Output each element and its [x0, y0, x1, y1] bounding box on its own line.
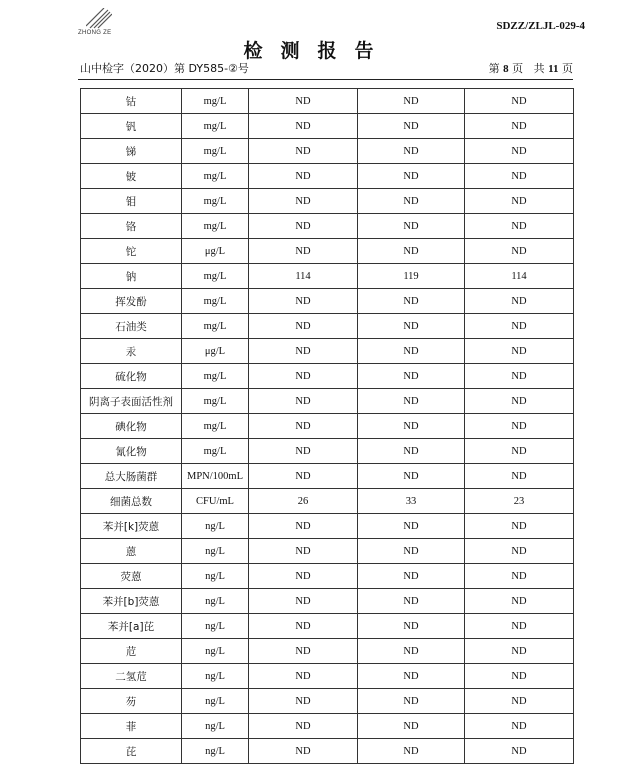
unit-cell: mg/L: [182, 389, 249, 414]
unit-cell: ng/L: [182, 739, 249, 764]
result-3: ND: [465, 639, 574, 664]
result-2: ND: [358, 314, 465, 339]
unit-cell: mg/L: [182, 89, 249, 114]
analyte-name: 苯并[b]荧蒽: [81, 589, 182, 614]
report-number: 山中检字（2020）第 DY585-②号: [80, 62, 249, 75]
result-1: ND: [249, 689, 358, 714]
analyte-name: 石油类: [81, 314, 182, 339]
result-1: ND: [249, 614, 358, 639]
page-word: 页: [512, 62, 524, 75]
result-2: ND: [358, 414, 465, 439]
results-table: [80, 88, 574, 764]
analyte-name: 菲: [81, 714, 182, 739]
table-row: [81, 414, 574, 439]
table-row: [81, 239, 574, 264]
unit-cell: μg/L: [182, 239, 249, 264]
result-1: ND: [249, 364, 358, 389]
table-row: [81, 439, 574, 464]
result-1: ND: [249, 189, 358, 214]
unit-cell: ng/L: [182, 539, 249, 564]
result-1: ND: [249, 339, 358, 364]
unit-cell: mg/L: [182, 139, 249, 164]
analyte-name: 钼: [81, 189, 182, 214]
result-1: 114: [249, 264, 358, 289]
result-3: ND: [465, 664, 574, 689]
analyte-name: 芘: [81, 739, 182, 764]
table-row: [81, 164, 574, 189]
result-3: ND: [465, 114, 574, 139]
result-2: ND: [358, 239, 465, 264]
page-total: 11: [548, 63, 559, 75]
result-3: ND: [465, 739, 574, 764]
result-2: ND: [358, 339, 465, 364]
page-current: 8: [503, 63, 509, 75]
analyte-name: 苯并[k]荧蒽: [81, 514, 182, 539]
analyte-name: 二氢苊: [81, 664, 182, 689]
analyte-name: 苊: [81, 639, 182, 664]
result-1: ND: [249, 314, 358, 339]
result-3: ND: [465, 414, 574, 439]
page-indicator: [489, 60, 573, 76]
result-2: ND: [358, 189, 465, 214]
result-2: ND: [358, 214, 465, 239]
result-1: ND: [249, 289, 358, 314]
analyte-name: 阴离子表面活性剂: [81, 389, 182, 414]
unit-cell: CFU/mL: [182, 489, 249, 514]
result-1: ND: [249, 464, 358, 489]
unit-cell: mg/L: [182, 414, 249, 439]
table-row: [81, 364, 574, 389]
document-code: SDZZ/ZLJL-029-4: [496, 20, 585, 32]
result-2: ND: [358, 589, 465, 614]
page-label: 第: [488, 62, 500, 75]
unit-cell: ng/L: [182, 564, 249, 589]
unit-cell: mg/L: [182, 189, 249, 214]
result-1: ND: [249, 639, 358, 664]
table-row: [81, 639, 574, 664]
table-row: [81, 589, 574, 614]
analyte-name: 碘化物: [81, 414, 182, 439]
result-2: ND: [358, 389, 465, 414]
analyte-name: 硫化物: [81, 364, 182, 389]
result-2: ND: [358, 639, 465, 664]
result-2: ND: [358, 514, 465, 539]
result-2: ND: [358, 689, 465, 714]
result-1: ND: [249, 389, 358, 414]
result-1: ND: [249, 714, 358, 739]
result-1: ND: [249, 214, 358, 239]
table-row: [81, 189, 574, 214]
result-3: ND: [465, 189, 574, 214]
total-label: 共: [533, 62, 545, 75]
result-2: ND: [358, 614, 465, 639]
result-3: ND: [465, 139, 574, 164]
result-1: ND: [249, 164, 358, 189]
unit-cell: mg/L: [182, 164, 249, 189]
unit-cell: mg/L: [182, 264, 249, 289]
result-3: ND: [465, 589, 574, 614]
unit-cell: mg/L: [182, 439, 249, 464]
table-row: [81, 289, 574, 314]
result-2: ND: [358, 539, 465, 564]
result-3: ND: [465, 339, 574, 364]
result-2: ND: [358, 739, 465, 764]
unit-cell: mg/L: [182, 289, 249, 314]
unit-cell: mg/L: [182, 214, 249, 239]
logo-stripes-icon: [86, 8, 112, 30]
result-2: ND: [358, 364, 465, 389]
table-row: [81, 489, 574, 514]
unit-cell: MPN/100mL: [182, 464, 249, 489]
unit-cell: mg/L: [182, 314, 249, 339]
analyte-name: 蒽: [81, 539, 182, 564]
total-word: 页: [562, 62, 573, 75]
result-3: ND: [465, 214, 574, 239]
result-3: ND: [465, 464, 574, 489]
result-3: ND: [465, 364, 574, 389]
analyte-name: 铊: [81, 239, 182, 264]
table-row: [81, 564, 574, 589]
result-1: ND: [249, 139, 358, 164]
result-1: ND: [249, 239, 358, 264]
result-3: ND: [465, 289, 574, 314]
table-row: [81, 689, 574, 714]
unit-cell: ng/L: [182, 689, 249, 714]
logo-text: ZHONG ZE: [78, 30, 112, 36]
result-3: ND: [465, 439, 574, 464]
result-1: ND: [249, 589, 358, 614]
result-2: ND: [358, 464, 465, 489]
analyte-name: 氰化物: [81, 439, 182, 464]
result-2: ND: [358, 164, 465, 189]
unit-cell: ng/L: [182, 589, 249, 614]
analyte-name: 钴: [81, 89, 182, 114]
table-row: [81, 139, 574, 164]
unit-cell: ng/L: [182, 714, 249, 739]
analyte-name: 荧蒽: [81, 564, 182, 589]
result-2: ND: [358, 289, 465, 314]
result-2: ND: [358, 439, 465, 464]
table-row: [81, 664, 574, 689]
result-3: ND: [465, 714, 574, 739]
analyte-name: 芴: [81, 689, 182, 714]
result-3: ND: [465, 89, 574, 114]
unit-cell: mg/L: [182, 114, 249, 139]
result-3: ND: [465, 314, 574, 339]
result-3: ND: [465, 389, 574, 414]
analyte-name: 苯并[a]芘: [81, 614, 182, 639]
result-2: ND: [358, 714, 465, 739]
results-table-body: [81, 89, 574, 764]
table-row: [81, 539, 574, 564]
result-3: ND: [465, 164, 574, 189]
result-3: ND: [465, 689, 574, 714]
result-3: 114: [465, 264, 574, 289]
result-3: 23: [465, 489, 574, 514]
table-row: [81, 314, 574, 339]
table-row: [81, 514, 574, 539]
result-3: ND: [465, 239, 574, 264]
result-1: ND: [249, 664, 358, 689]
result-1: 26: [249, 489, 358, 514]
unit-cell: μg/L: [182, 339, 249, 364]
result-2: ND: [358, 114, 465, 139]
analyte-name: 钒: [81, 114, 182, 139]
unit-cell: ng/L: [182, 514, 249, 539]
unit-cell: mg/L: [182, 364, 249, 389]
table-row: [81, 89, 574, 114]
result-2: 119: [358, 264, 465, 289]
result-3: ND: [465, 614, 574, 639]
result-3: ND: [465, 564, 574, 589]
result-2: ND: [358, 664, 465, 689]
result-2: ND: [358, 89, 465, 114]
result-2: ND: [358, 139, 465, 164]
table-row: [81, 714, 574, 739]
table-row: [81, 214, 574, 239]
table-row: [81, 389, 574, 414]
unit-cell: ng/L: [182, 664, 249, 689]
table-row: [81, 739, 574, 764]
analyte-name: 细菌总数: [81, 489, 182, 514]
unit-cell: ng/L: [182, 614, 249, 639]
analyte-name: 汞: [81, 339, 182, 364]
page-title: 检测报告: [243, 40, 392, 62]
analyte-name: 铍: [81, 164, 182, 189]
result-3: ND: [465, 539, 574, 564]
table-row: [81, 264, 574, 289]
analyte-name: 钠: [81, 264, 182, 289]
analyte-name: 总大肠菌群: [81, 464, 182, 489]
result-1: ND: [249, 514, 358, 539]
unit-cell: ng/L: [182, 639, 249, 664]
table-row: [81, 464, 574, 489]
table-row: [81, 339, 574, 364]
result-1: ND: [249, 564, 358, 589]
analyte-name: 锑: [81, 139, 182, 164]
table-row: [81, 114, 574, 139]
result-2: 33: [358, 489, 465, 514]
result-1: ND: [249, 539, 358, 564]
result-1: ND: [249, 89, 358, 114]
result-1: ND: [249, 114, 358, 139]
analyte-name: 挥发酚: [81, 289, 182, 314]
result-2: ND: [358, 564, 465, 589]
table-row: [81, 614, 574, 639]
result-1: ND: [249, 439, 358, 464]
result-3: ND: [465, 514, 574, 539]
result-1: ND: [249, 739, 358, 764]
result-1: ND: [249, 414, 358, 439]
header-divider: [78, 79, 573, 80]
analyte-name: 铬: [81, 214, 182, 239]
